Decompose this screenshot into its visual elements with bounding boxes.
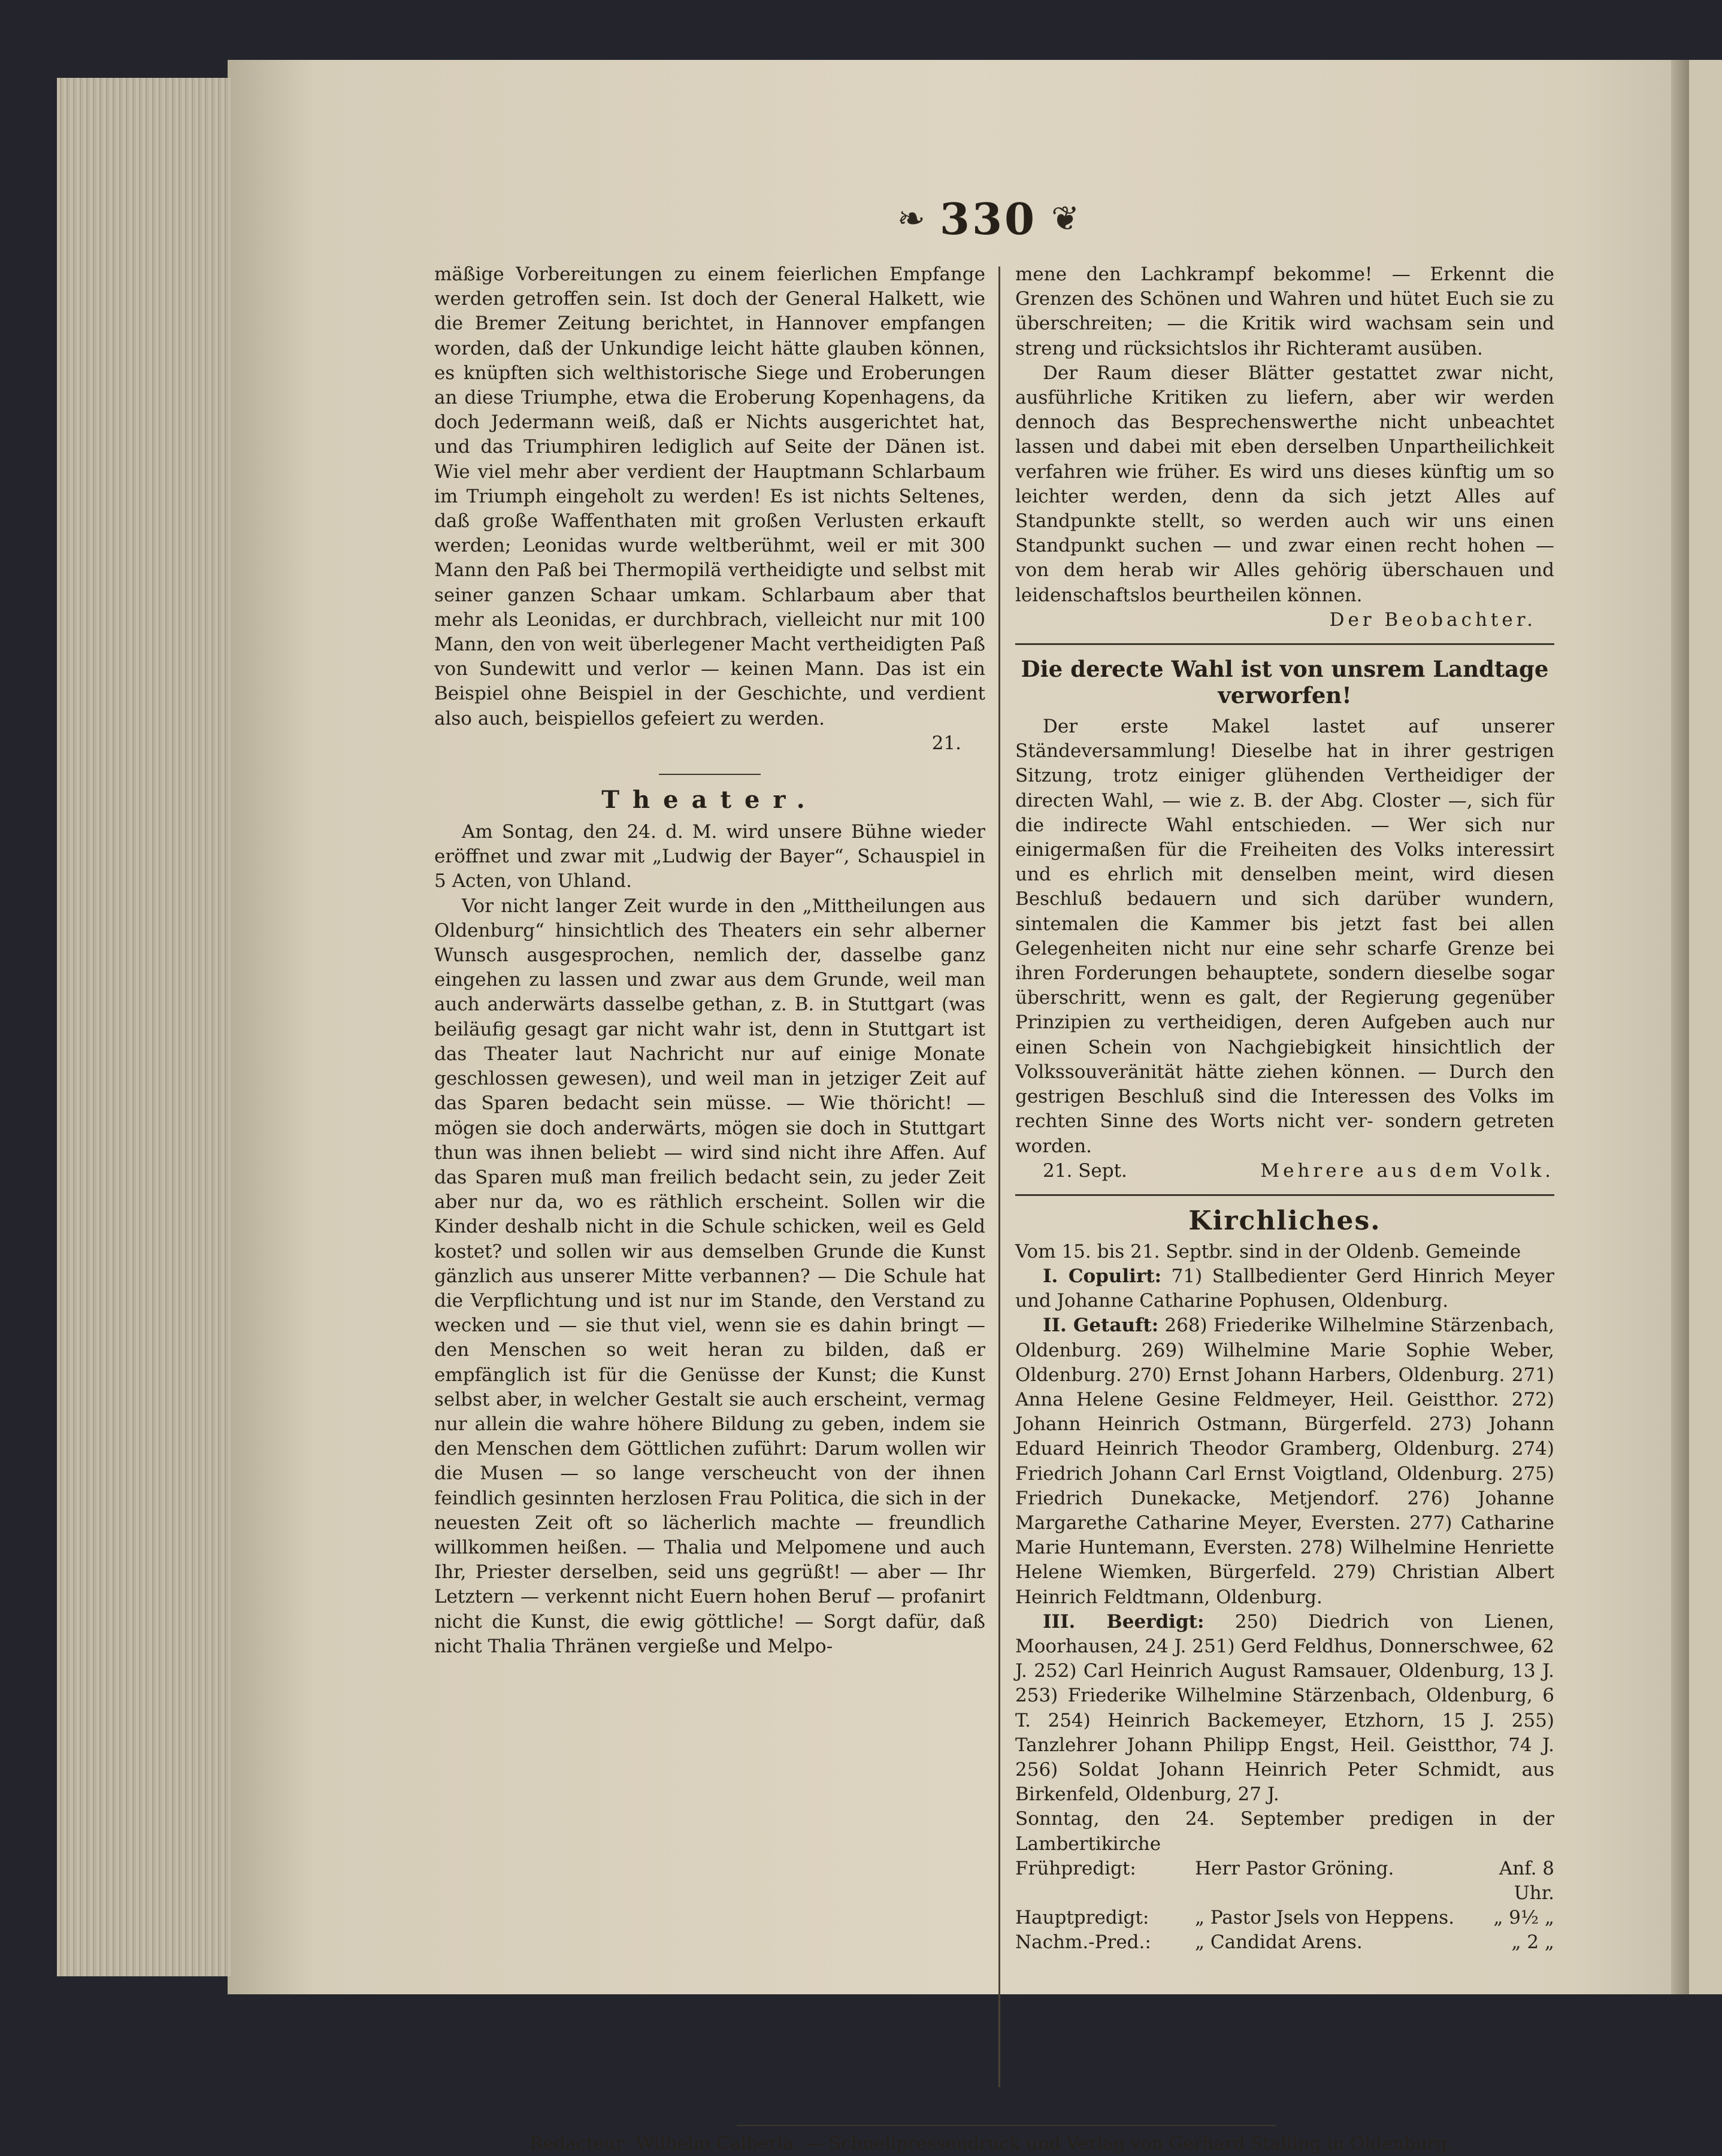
copulirt-entry <box>1015 1264 1554 1313</box>
halkett-article-text: mäßige Vorbereitungen zu einem feierlichen Empfange werden getroffen sein. Ist doch der General Halkett, wie die Bremer Zeitung berichtet, in Hannover empfangen worden, daß der Unkundige leicht hätte glauben können, es knüpften sich welthistorische Siege und Eroberungen an diese Triumphe, etwa die Eroberung Kopenhagens, da doch Jedermann weiß, daß er Nichts ausgerichtet hat, und das Triumphiren lediglich auf Seite der Dänen ist. Wie viel mehr aber verdient der Hauptmann Schlarbaum im Triumph eingeholt zu werden! Es ist nichts Seltenes, daß große Waffenthaten mit großen Verlusten erkauft werden; Leonidas wurde weltberühmt, weil er mit 300 Mann den Paß bei Thermopilä vertheidigte und selbst mit seiner ganzen Schaar umkam. Schlarbaum aber that mehr als Leonidas, er durchbrach, vielleicht nur mit 100 Mann, den von weit überlegener Macht vertheidigten Paß von Sundewitt und verlor — keinen Mann. Das ist ein Beispiel ohne Beispiel in der Geschichte, und verdient also auch, beispiellos gefeiert zu werden. <box>434 264 985 729</box>
left-column <box>434 262 985 1659</box>
footer-rule <box>737 2125 1276 2126</box>
column-divider <box>998 267 1000 2087</box>
theater-paragraph-3: Der Raum dieser Blätter gestattet zwar nicht, ausführliche Kritiken zu liefern, aber wir werden dennoch das Besprechenswerthe nicht unbeachtet lassen und dabei mit eben derselben Unpartheilichkeit verfahren wie früher. Es wird uns dieses künftig um so leichter werden, denn da sich jetzt Alles auf Standpunkte stellt, so werden auch wir uns einen Standpunkt suchen — und zwar einen recht hohen — von dem herab wir Alles gehörig überschauen und leidenschaftslos beurtheilen können. <box>1015 362 1554 606</box>
wahl-heading <box>1015 656 1554 708</box>
sonntag-notice: Sonntag, den 24. September predigen in der Lambertikirche <box>1015 1808 1554 1855</box>
theater-signature: Der Beobachter. <box>1329 608 1536 631</box>
wahl-signature: Mehrere aus dem Volk. <box>1260 1159 1554 1182</box>
theater-paragraph-1: Am Sontag, den 24. d. M. wird unsere Bühne wieder eröffnet und zwar mit „Ludwig der Bayer“, Schauspiel in 5 Acten, von Uhland. <box>434 821 985 892</box>
copulirt-text: 71) Stallbedienter Gerd Hinrich Meyer und Johanne Catharine Pophusen, Oldenburg. <box>1015 1265 1554 1312</box>
predigt-name: Herr Pastor Gröning. <box>1195 1857 1394 1879</box>
predigt-row <box>1015 1930 1554 1955</box>
page-number: 330 <box>939 193 1037 244</box>
article-separator <box>659 774 761 775</box>
predigt-label: Frühpredigt: <box>1015 1857 1136 1879</box>
beerdigt-label: III. Beerdigt: <box>1043 1610 1205 1633</box>
predigt-time: „ 9½ „ <box>1493 1906 1554 1928</box>
wahl-paragraph: Der erste Makel lastet auf unserer Ständeversammlung! Dieselbe hat in ihrer gestrigen Sitzung, trotz einiger glühenden Vertheidiger der directen Wahl, — wie z. B. der Abg. Closter —, sich für die indirecte Wahl entschieden. — Wer sich nur einigermaßen für die Freiheiten des Volks interessirt und es ehrlich mit denselben meint, wird diesen Beschluß bedauern und sich darüber wundern, sintemalen die Kammer bis jetzt fast bei allen Gelegenheiten nicht nur eine sehr scharfe Grenze bei ihren Forderungen behauptete, sondern dieselbe sogar überschritt, wenn es galt, der Regierung gegenüber Prinzipien zu vertheidigen, deren Aufgeben auch nur einen Schein von Nachgiebigkeit hinsichtlich der Volkssouveränität hätte ziehen können. — Durch den gestrigen Beschluß sind die Interessen des Volks im rechten Sinne des Worts nicht ver- sondern getreten worden. <box>1015 716 1554 1157</box>
wahl-heading-line-1: Die derecte Wahl ist von unsrem Landtage <box>1021 656 1549 683</box>
book-gutter <box>1671 60 1689 1994</box>
section-separator-2 <box>1015 1194 1554 1196</box>
wahl-heading-line-2: verworfen! <box>1218 682 1352 709</box>
getauft-entry <box>1015 1313 1554 1609</box>
kirch-intro: Vom 15. bis 21. Septbr. sind in der Oldenb. Gemeinde <box>1015 1240 1521 1262</box>
predigt-time: „ 2 „ <box>1511 1931 1554 1953</box>
right-column <box>1015 262 1554 1955</box>
kirchliches-heading: Kirchliches. <box>1188 1205 1381 1236</box>
predigt-row <box>1015 1906 1554 1930</box>
right-ornament-icon: ❦ <box>1051 199 1080 238</box>
getauft-label: II. Getauft: <box>1043 1315 1159 1337</box>
theater-paragraph-2: Vor nicht langer Zeit wurde in den „Mittheilungen aus Oldenburg“ hinsichtlich des Theaters ein sehr alberner Wunsch ausgesprochen, nemlich der, dasselbe ganz eingehen zu lassen und zwar aus dem Grunde, weil man auch anderwärts dasselbe gethan, z. B. in Stuttgart (was beiläufig gesagt gar nicht wahr ist, denn in Stuttgart ist das Theater laut Nachricht nur auf einige Monate geschlossen gewesen), und weil man in jetziger Zeit auf das Sparen bedacht sein müsse. — Wie thöricht! — mögen sie doch anderwärts, mögen sie doch in Stuttgart thun was ihnen beliebt — wird sind nicht ihre Affen. Auf das Sparen muß man freilich bedacht sein, zu jeder Zeit aber nur da, wo es räthlich erscheint. Sollen wir die Kinder deshalb nicht in die Schule schicken, weil es Geld kostet? und sollen wir aus demselben Grunde die Kunst gänzlich aus unserer Mitte verbannen? — Die Schule hat die Verpflichtung und ist nur im Stande, den Verstand zu wecken und — sie thut viel, wenn sie es dahin bringt — den Menschen so weit heran zu bilden, daß er empfänglich ist für die Genüsse der Kunst; die Kunst selbst aber, in welcher Gestalt sie auch erscheint, vermag nur allein die wahre höhere Bildung zu geben, indem sie den Menschen dem Göttlichen zuführt: Darum wollen wir die Musen — so lange verscheucht von der ihnen feindlich gesinnten herzlosen Frau Politica, die sich in der neuesten Zeit oft so lächerlich machte — freundlich willkommen heißen. — Thalia und Melpomene und auch Ihr, Priester derselben, seid uns gegrüßt! — aber — Ihr Letztern — verkennt nicht Euern hohen Beruf — profanirt nicht die Kunst, die ewig göttliche! — Sorgt dafür, daß nicht Thalia Thränen vergieße und Melpo- <box>434 895 985 1657</box>
beerdigt-entry <box>1015 1610 1554 1807</box>
halkett-article-signature: 21. <box>931 732 961 754</box>
left-ornament-icon: ❧ <box>897 199 925 238</box>
predigt-time: Anf. 8 Uhr. <box>1499 1857 1554 1904</box>
beerdigt-text: 250) Diedrich von Lienen, Moorhausen, 24 J. 251) Gerd Feldhus, Donnerschwee, 62 J. 252) Carl Heinrich August Ramsauer, Oldenburg, 13 J. 253) Friederike Wilhelmine Stärzenbach, Oldenburg, 6 T. 254) Heinrich Backemeyer, Etzhorn, 15 J. 255) Tanzlehrer Johann Philipp Engst, Heil. Geistthor, 74 J. 256) Soldat Johann Heinrich Peter Schmidt, aus Birkenfeld, Oldenburg, 27 J. <box>1015 1610 1554 1806</box>
predigt-label: Hauptpredigt: <box>1015 1906 1149 1928</box>
facing-page-edge <box>1689 60 1722 1994</box>
predigt-name: „ Candidat Arens. <box>1195 1931 1363 1953</box>
imprint-footer: Redacteur: Wilhelm Calberla. — Schnellpressendruck und Verlag von Gerhard Stalling in Oldenburg. <box>529 2133 1453 2154</box>
wahl-signature-row <box>1015 1159 1554 1183</box>
copulirt-label: I. Copulirt: <box>1043 1265 1162 1287</box>
wahl-date: 21. Sept. <box>1043 1159 1127 1182</box>
getauft-text: 268) Friederike Wilhelmine Stärzenbach, Oldenburg. 269) Wilhelmine Marie Sophie Weber, Oldenburg. 270) Ernst Johann Harbers, Oldenburg. 271) Anna Helene Gesine Feldmeyer, Heil. Geistthor. 272) Johann Heinrich Ostmann, Bürgerfeld. 273) Johann Eduard Heinrich Theodor Gramberg, Oldenburg. 274) Friedrich Johann Carl Ernst Voigtland, Oldenburg. 275) Friedrich Dunekacke, Metjendorf. 276) Johanne Margarethe Catharine Meyer, Eversten. 277) Catharine Marie Huntemann, Eversten. 278) Wilhelmine Henriette Helene Wiemken, Bürgerfeld. 279) Christian Albert Heinrich Feldtmann, Oldenburg. <box>1015 1315 1554 1608</box>
page-header <box>862 192 1114 246</box>
theater-heading: Theater. <box>601 786 818 814</box>
section-separator <box>1015 643 1554 645</box>
predigt-row <box>1015 1857 1554 1906</box>
book-page-edges <box>57 78 231 1976</box>
theater-continuation: mene den Lachkrampf bekomme! — Erkennt die Grenzen des Schönen und Wahren und hütet Euch sie zu überschreiten; — die Kritik wird wachsam sein und streng und rücksichtslos ihr Richteramt ausüben. <box>1015 264 1554 359</box>
predigt-label: Nachm.-Pred.: <box>1015 1931 1151 1953</box>
predigt-name: „ Pastor Jsels von Heppens. <box>1195 1906 1455 1928</box>
